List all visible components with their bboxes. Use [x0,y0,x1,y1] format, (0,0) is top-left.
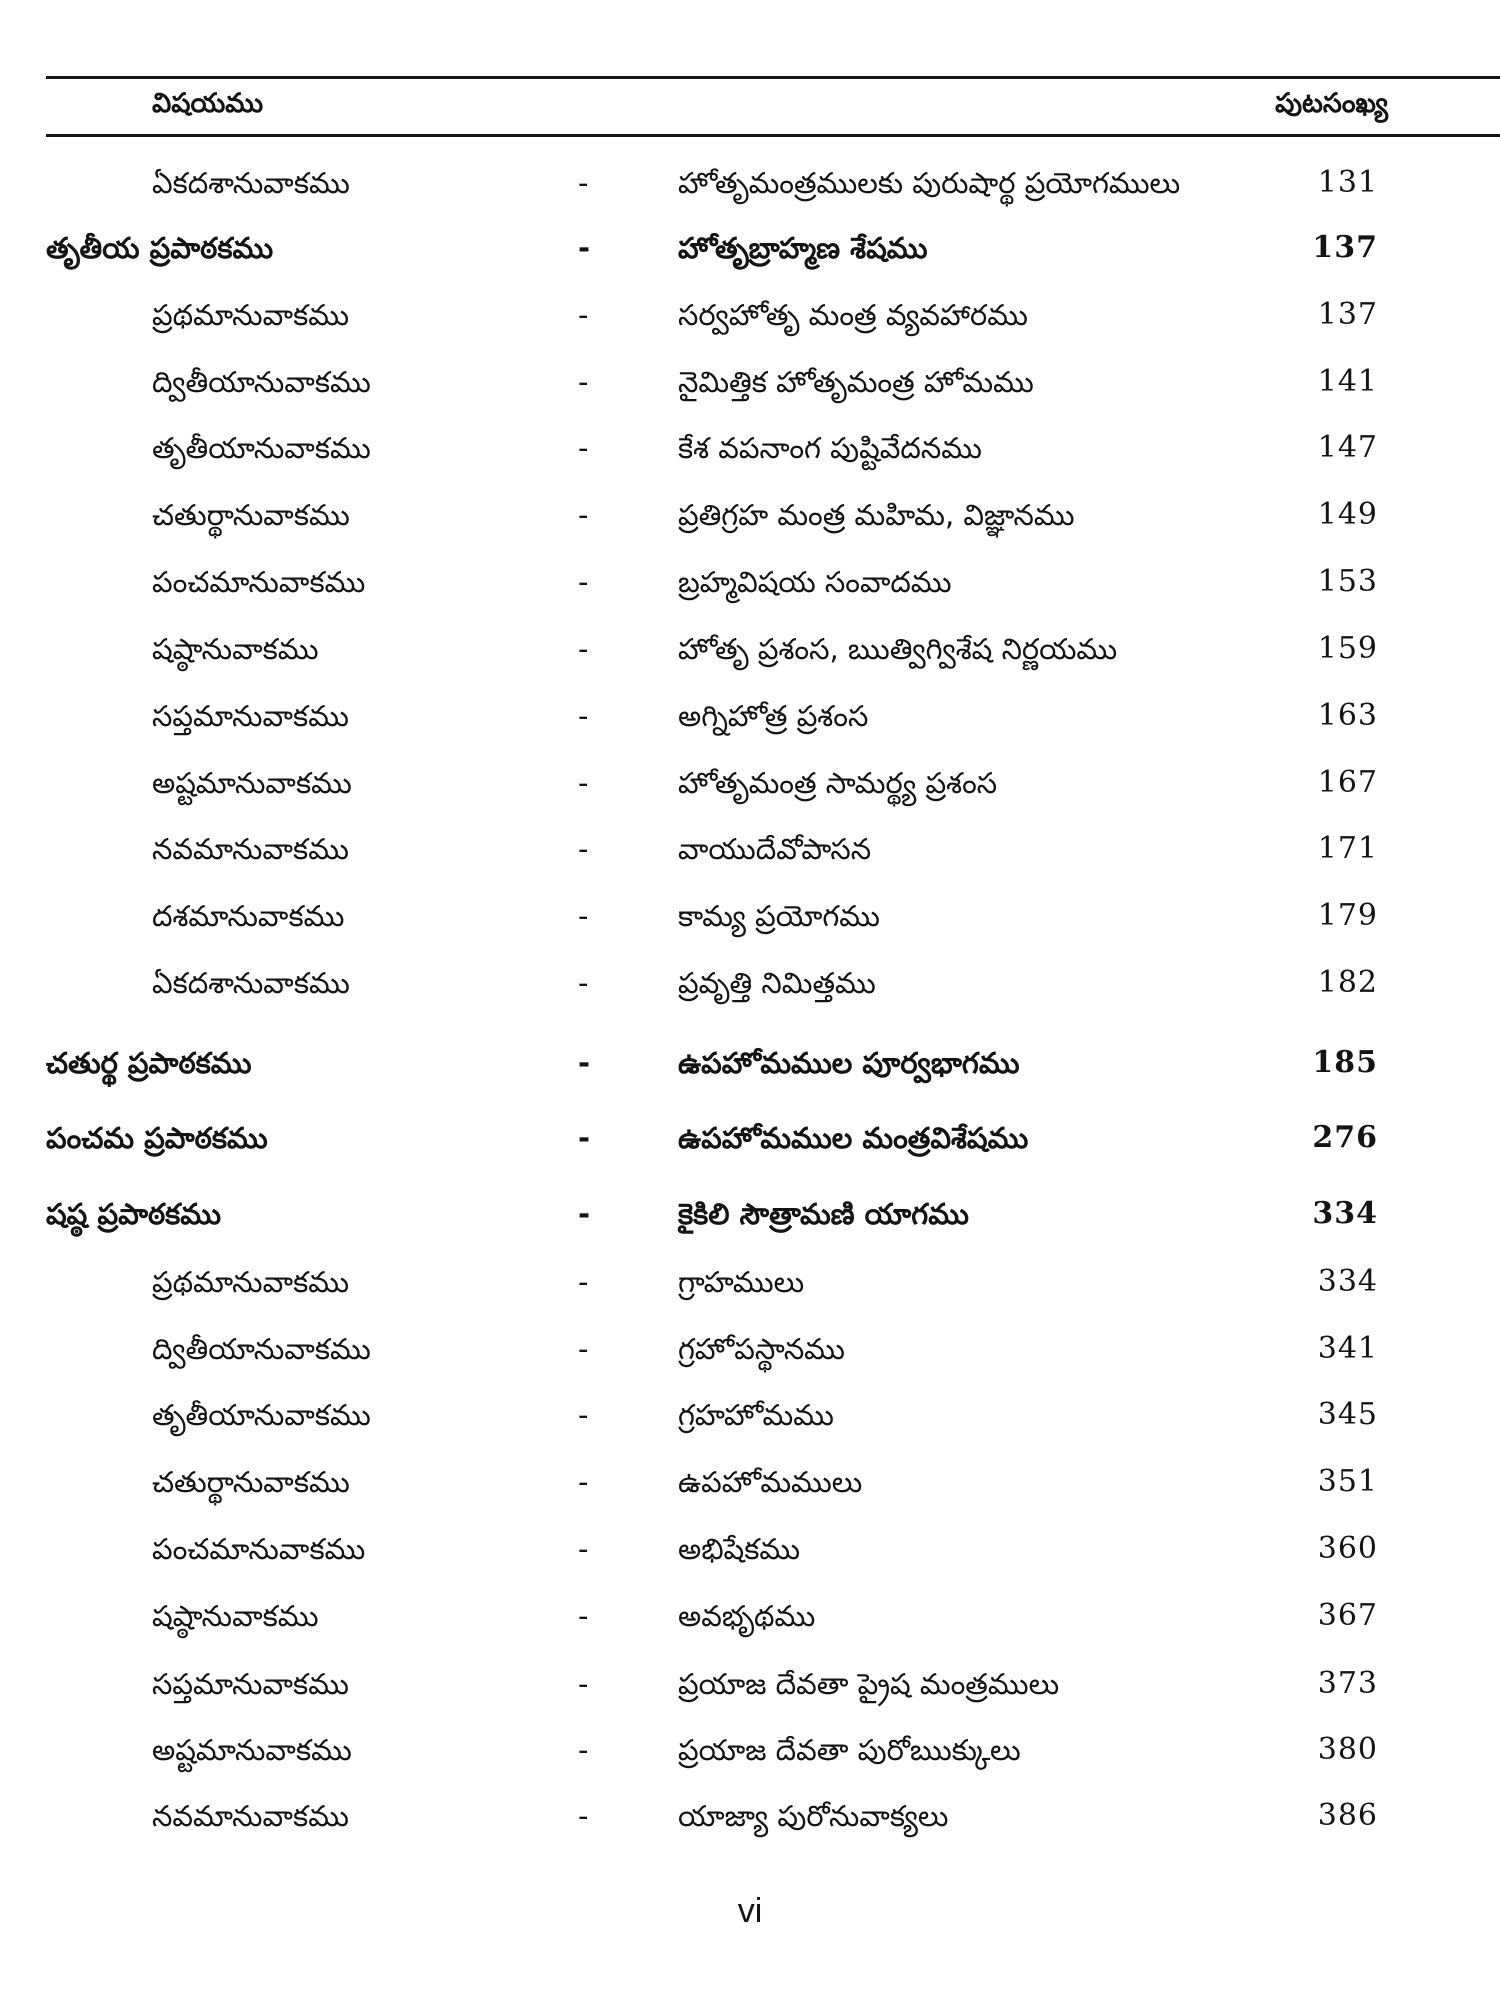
toc-page-number: 386 [1317,1798,1378,1833]
toc-topic: యాజ్యా పురోనువాక్యలు [678,1799,949,1833]
toc-separator: - [578,832,589,866]
toc-topic: ఉపహోమముల మంత్రవిశేషము [678,1121,1029,1155]
toc-section-name: పంచమానువాకము [152,565,366,599]
top-rule [46,76,1500,79]
toc-topic: కామ్య ప్రయోగము [678,899,880,933]
toc-section-name: నవమానువాకము [152,832,349,866]
toc-section-name: షష్ఠానువాకము [152,1599,319,1633]
toc-topic: గ్రహహోమము [678,1398,834,1432]
toc-row [0,290,1500,340]
toc-page-number: 141 [1317,364,1378,399]
toc-section-name: అష్టమానువాకము [152,766,352,800]
toc-separator: - [578,766,589,800]
toc-page-number: 163 [1317,698,1378,733]
toc-section-name: చతుర్థానువాకము [152,1465,350,1499]
toc-row [0,758,1500,808]
toc-page-number: 276 [1312,1120,1378,1155]
toc-separator: - [578,1465,589,1499]
toc-separator: - [578,431,589,465]
toc-separator: - [578,1046,591,1080]
toc-section-name: పంచమానువాకము [152,1532,366,1566]
toc-topic: బ్రహ్మవిషయ సంవాదము [678,565,952,599]
toc-row [0,1457,1500,1507]
toc-row [0,1659,1500,1709]
toc-topic: వాయుదేవోపాసన [678,832,872,866]
toc-row [0,1390,1500,1440]
toc-topic: ఉపహోమములు [678,1465,863,1499]
toc-page-number: 137 [1317,297,1378,332]
toc-chapter-row [0,1038,1500,1088]
toc-topic: హోతృమంత్రములకు పురుషార్థ ప్రయోగములు [678,166,1181,200]
toc-topic: కైకిలి సౌత్రామణి యాగము [678,1197,969,1231]
toc-separator: - [578,365,589,399]
toc-page-number: 185 [1312,1045,1378,1080]
toc-section-name: చతుర్థానువాకము [152,498,350,532]
toc-separator: - [578,699,589,733]
toc-separator: - [578,1733,589,1767]
toc-topic: ప్రయాజ దేవతా ప్రైష మంత్రములు [678,1667,1060,1701]
toc-topic: గ్రహోపస్థానము [678,1332,845,1366]
toc-topic: ఉపహోమముల పూర్వభాగము [678,1046,1020,1080]
toc-section-name: ఏకదశానువాకము [152,166,350,200]
toc-topic: నైమిత్తిక హోతృమంత్ర హోమము [678,365,1034,399]
toc-section-name: తృతీయానువాకము [152,1398,371,1432]
toc-page-number: 149 [1317,497,1378,532]
toc-separator: - [578,1121,591,1155]
toc-section-name: పంచమ ప్రపాఠకము [46,1121,268,1155]
toc-section-name: ప్రథమానువాకము [152,1265,350,1299]
toc-page-number: 334 [1317,1264,1378,1299]
toc-chapter-row [0,1113,1500,1163]
toc-topic: ప్రతిగ్రహ మంత్ర మహిమ, విజ్ఞానము [678,498,1075,532]
toc-row [0,1324,1500,1374]
toc-separator: - [578,1398,589,1432]
toc-section-name: తృతీయానువాకము [152,431,371,465]
toc-separator: - [578,231,591,265]
toc-row [0,423,1500,473]
toc-topic: అవభృథము [678,1599,816,1633]
toc-separator: - [578,1667,589,1701]
toc-section-name: షష్ఠ ప్రపాఠకము [46,1197,222,1231]
toc-page-number: 341 [1317,1331,1378,1366]
toc-page-number: 167 [1317,765,1378,800]
toc-section-name: షష్ఠానువాకము [152,632,319,666]
toc-section-name: తృతీయ ప్రపాఠకము [46,231,274,265]
toc-page-number: 367 [1317,1598,1378,1633]
toc-topic: ప్రవృత్తి నిమిత్తము [678,966,876,1000]
toc-separator: - [578,565,589,599]
toc-row [0,1591,1500,1641]
toc-row [0,824,1500,874]
toc-page-number: 334 [1312,1196,1378,1231]
toc-section-name: దశమానువాకము [152,899,345,933]
header-rule [46,134,1500,137]
toc-page-number: 147 [1317,430,1378,465]
toc-page-number: 360 [1317,1531,1378,1566]
toc-row [0,158,1500,208]
toc-header [0,84,1500,128]
toc-topic: సర్వహోతృ మంత్ర వ్యవహారము [678,298,1028,332]
toc-topic: గ్రాహములు [678,1265,805,1299]
toc-separator: - [578,1532,589,1566]
toc-page-number: 171 [1317,831,1378,866]
toc-section-name: సప్తమానువాకము [152,1667,349,1701]
toc-topic: కేశ వపనాంగ పుష్టివేదనము [678,431,982,465]
toc-topic: హోతృబ్రాహ్మణ శేషము [678,231,928,265]
toc-separator: - [578,1265,589,1299]
toc-section-name: ఏకదశానువాకము [152,966,350,1000]
toc-page-number: 373 [1317,1666,1378,1701]
toc-chapter-row [0,223,1500,273]
toc-page-number: 179 [1317,898,1378,933]
toc-separator: - [578,899,589,933]
toc-separator: - [578,498,589,532]
toc-page-number: 131 [1317,165,1378,200]
subject-column-label: విషయము [152,88,264,119]
toc-section-name: ప్రథమానువాకము [152,298,350,332]
toc-topic: ప్రయాజ దేవతా పురోఋక్కులు [678,1733,1021,1767]
toc-topic: హోతృ ప్రశంస, ఋత్విగ్విశేష నిర్ణయము [678,632,1118,666]
toc-page-number: 159 [1317,631,1378,666]
toc-separator: - [578,1799,589,1833]
toc-page-number: 137 [1312,230,1378,265]
toc-row [0,490,1500,540]
toc-row [0,557,1500,607]
toc-row [0,1725,1500,1775]
toc-row [0,624,1500,674]
toc-topic: అభిషేకము [678,1532,801,1566]
toc-separator: - [578,1197,591,1231]
toc-section-name: సప్తమానువాకము [152,699,349,733]
toc-section-name: నవమానువాకము [152,1799,349,1833]
toc-topic: హోతృమంత్ర సామర్థ్య ప్రశంస [678,766,998,800]
toc-page-number: 153 [1317,564,1378,599]
toc-page-number: 380 [1317,1732,1378,1767]
toc-row [0,691,1500,741]
toc-section-name: ద్వితీయానువాకము [152,1332,371,1366]
toc-section-name: చతుర్థ ప్రపాఠకము [46,1046,252,1080]
toc-row [0,958,1500,1008]
toc-row [0,1524,1500,1574]
toc-row [0,357,1500,407]
toc-separator: - [578,298,589,332]
toc-page-number: 351 [1317,1464,1378,1499]
toc-page-number: 182 [1317,965,1378,1000]
toc-chapter-row [0,1189,1500,1239]
toc-separator: - [578,966,589,1000]
page-number-column-label: పుటసంఖ్య [1275,88,1388,119]
page-number: vi [737,1892,763,1930]
toc-separator: - [578,1599,589,1633]
toc-row [0,1791,1500,1841]
toc-topic: అగ్నిహోత్ర ప్రశంస [678,699,869,733]
toc-section-name: ద్వితీయానువాకము [152,365,371,399]
toc-page-number: 345 [1317,1397,1378,1432]
toc-section-name: అష్టమానువాకము [152,1733,352,1767]
toc-separator: - [578,1332,589,1366]
toc-separator: - [578,166,589,200]
toc-separator: - [578,632,589,666]
toc-row [0,1257,1500,1307]
toc-row [0,891,1500,941]
